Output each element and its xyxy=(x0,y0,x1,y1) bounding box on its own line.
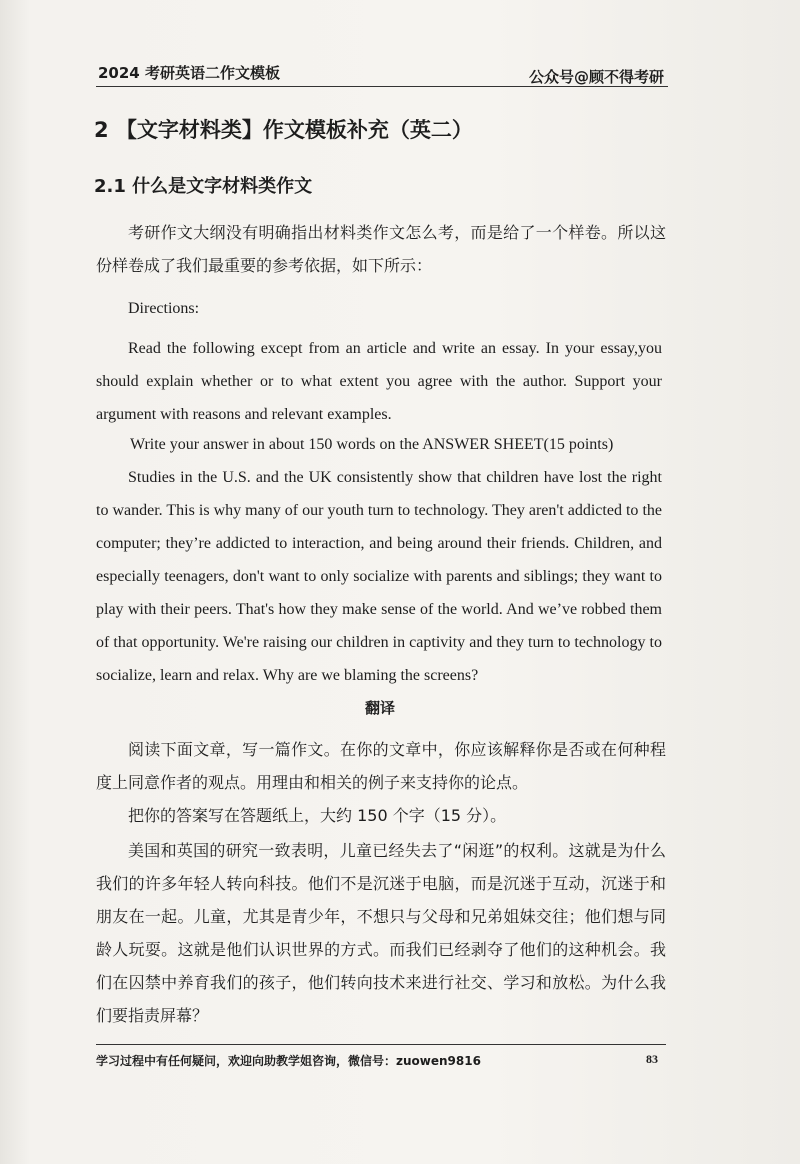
answer-instruction: Write your answer in about 150 words on the ANSWER SHEET(15 points) xyxy=(130,436,614,453)
translation-title: 翻译 xyxy=(364,699,395,717)
subsection-heading: 2.1 什么是文字材料类作文 xyxy=(94,176,313,197)
intro-paragraph: 考研作文大纲没有明确指出材料类作文怎么考，而是给了一个样卷。所以这份样卷成了我们最重要的参考依据，如下所示： xyxy=(96,223,666,275)
footer-contact: 学习过程中有任何疑问，欢迎向助教学姐咨询，微信号：zuowen9816 xyxy=(96,1054,481,1068)
translation-instruction: 把你的答案写在答题纸上，大约 150 个字（15 分）。 xyxy=(128,806,507,825)
translation-passage: 美国和英国的研究一致表明，儿童已经失去了“闲逛”的权利。这就是为什么我们的许多年轻人转向科技。他们不是沉迷于电脑，而是沉迷于互动，沉迷于和朋友在一起。儿童，尤其是青少年，不想只与父母和兄弟姐妹交往；他们想与同龄人玩耍。这就是他们认识世界的方式。而我们已经剥夺了他们的这种机会。我们在囚禁中养育我们的孩子，他们转向技术来进行社交、学习和放松。为什么我们要指责屏幕？ xyxy=(96,841,666,1025)
translation-directions: 阅读下面文章，写一篇作文。在你的文章中，你应该解释你是否或在何种程度上同意作者的观点。用理由和相关的例子来支持你的论点。 xyxy=(96,740,666,792)
directions-text: Read the following except from an article and write an essay. In your essay,you should explain whether or to what extent you agree with the author. Support your argument with reasons and relevant examples. xyxy=(96,340,662,423)
header-account: 公众号@顾不得考研 xyxy=(528,68,664,86)
directions-label: Directions: xyxy=(128,300,200,317)
footer-rule xyxy=(96,1044,666,1046)
header-title: 2024 考研英语二作文模板 xyxy=(98,64,280,82)
header-rule xyxy=(96,86,668,88)
passage-paragraph: Studies in the U.S. and the UK consistently show that children have lost the right to wander. This is why many of our youth turn to technology. They aren't addicted to the computer; they’re addicted to interaction, and being around their friends. Children, and especially teenagers, don't want to only socialize with parents and siblings; they want to play with their peers. That's how they make sense of the world. And we’ve robbed them of that opportunity. We're raising our children in captivity and they turn to technology to socialize, learn and relax. Why are we blaming the screens? xyxy=(96,469,662,684)
section-heading: 2 【文字材料类】作文模板补充（英二） xyxy=(94,118,473,142)
page-number: 83 xyxy=(646,1052,658,1066)
